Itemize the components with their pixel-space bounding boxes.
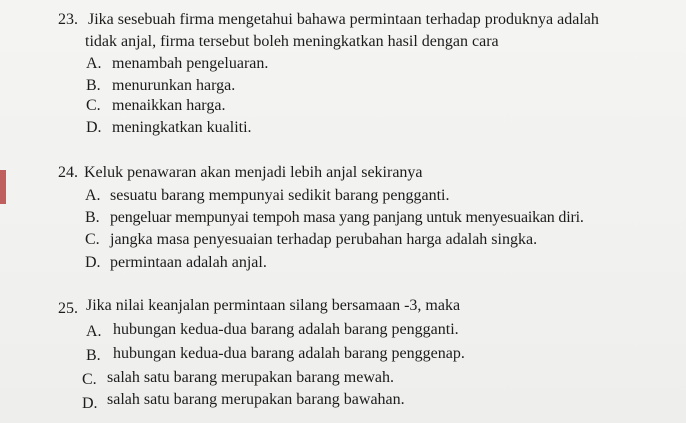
option-letter-b: B. (85, 209, 100, 226)
option-text-b: menurunkan harga. (112, 77, 236, 94)
option-letter-a: A. (85, 187, 101, 204)
question-number: 24. (58, 164, 78, 181)
option-text-a: hubungan kedua-dua barang adalah barang pengganti. (113, 321, 459, 338)
option-text-b: pengeluar mempunyai tempoh masa yang panjang untuk menyesuaikan diri. (110, 209, 584, 226)
option-text-d: meningkatkan kualiti. (112, 119, 252, 136)
option-letter-d: D. (82, 395, 98, 412)
option-letter-c: C. (86, 97, 101, 114)
question-stem-line: Keluk penawaran akan menjadi lebih anjal sekiranya (84, 164, 423, 181)
option-text-b: hubungan kedua-dua barang adalah barang penggenap. (113, 345, 465, 362)
option-letter-c: C. (82, 371, 97, 388)
option-text-d: permintaan adalah anjal. (110, 254, 267, 271)
page-edge-mark (0, 170, 6, 204)
option-letter-c: C. (85, 231, 100, 248)
option-letter-a: A. (86, 323, 102, 340)
question-stem-line: Jika nilai keanjalan permintaan silang bersamaan -3, maka (86, 297, 461, 314)
option-letter-b: B. (86, 77, 101, 94)
question-stem-line: tidak anjal, firma tersebut boleh meningkatkan hasil dengan cara (85, 33, 499, 50)
question-number: 23. (58, 11, 78, 28)
option-text-a: sesuatu barang mempunyai sedikit barang pengganti. (110, 187, 450, 204)
question-stem-line: Jika sesebuah firma mengetahui bahawa permintaan terhadap produknya adalah (88, 11, 599, 28)
option-letter-d: D. (85, 254, 101, 271)
option-text-c: jangka masa penyesuaian terhadap perubahan harga adalah singka. (110, 231, 538, 248)
option-letter-d: D. (86, 119, 102, 136)
option-text-c: menaikkan harga. (112, 97, 226, 114)
option-letter-a: A. (86, 55, 102, 72)
option-text-a: menambah pengeluaran. (112, 55, 269, 72)
option-text-d: salah satu barang merupakan barang bawahan. (107, 391, 405, 408)
option-letter-b: B. (86, 347, 101, 364)
option-text-c: salah satu barang merupakan barang mewah. (107, 369, 394, 386)
question-number: 25. (58, 300, 78, 317)
